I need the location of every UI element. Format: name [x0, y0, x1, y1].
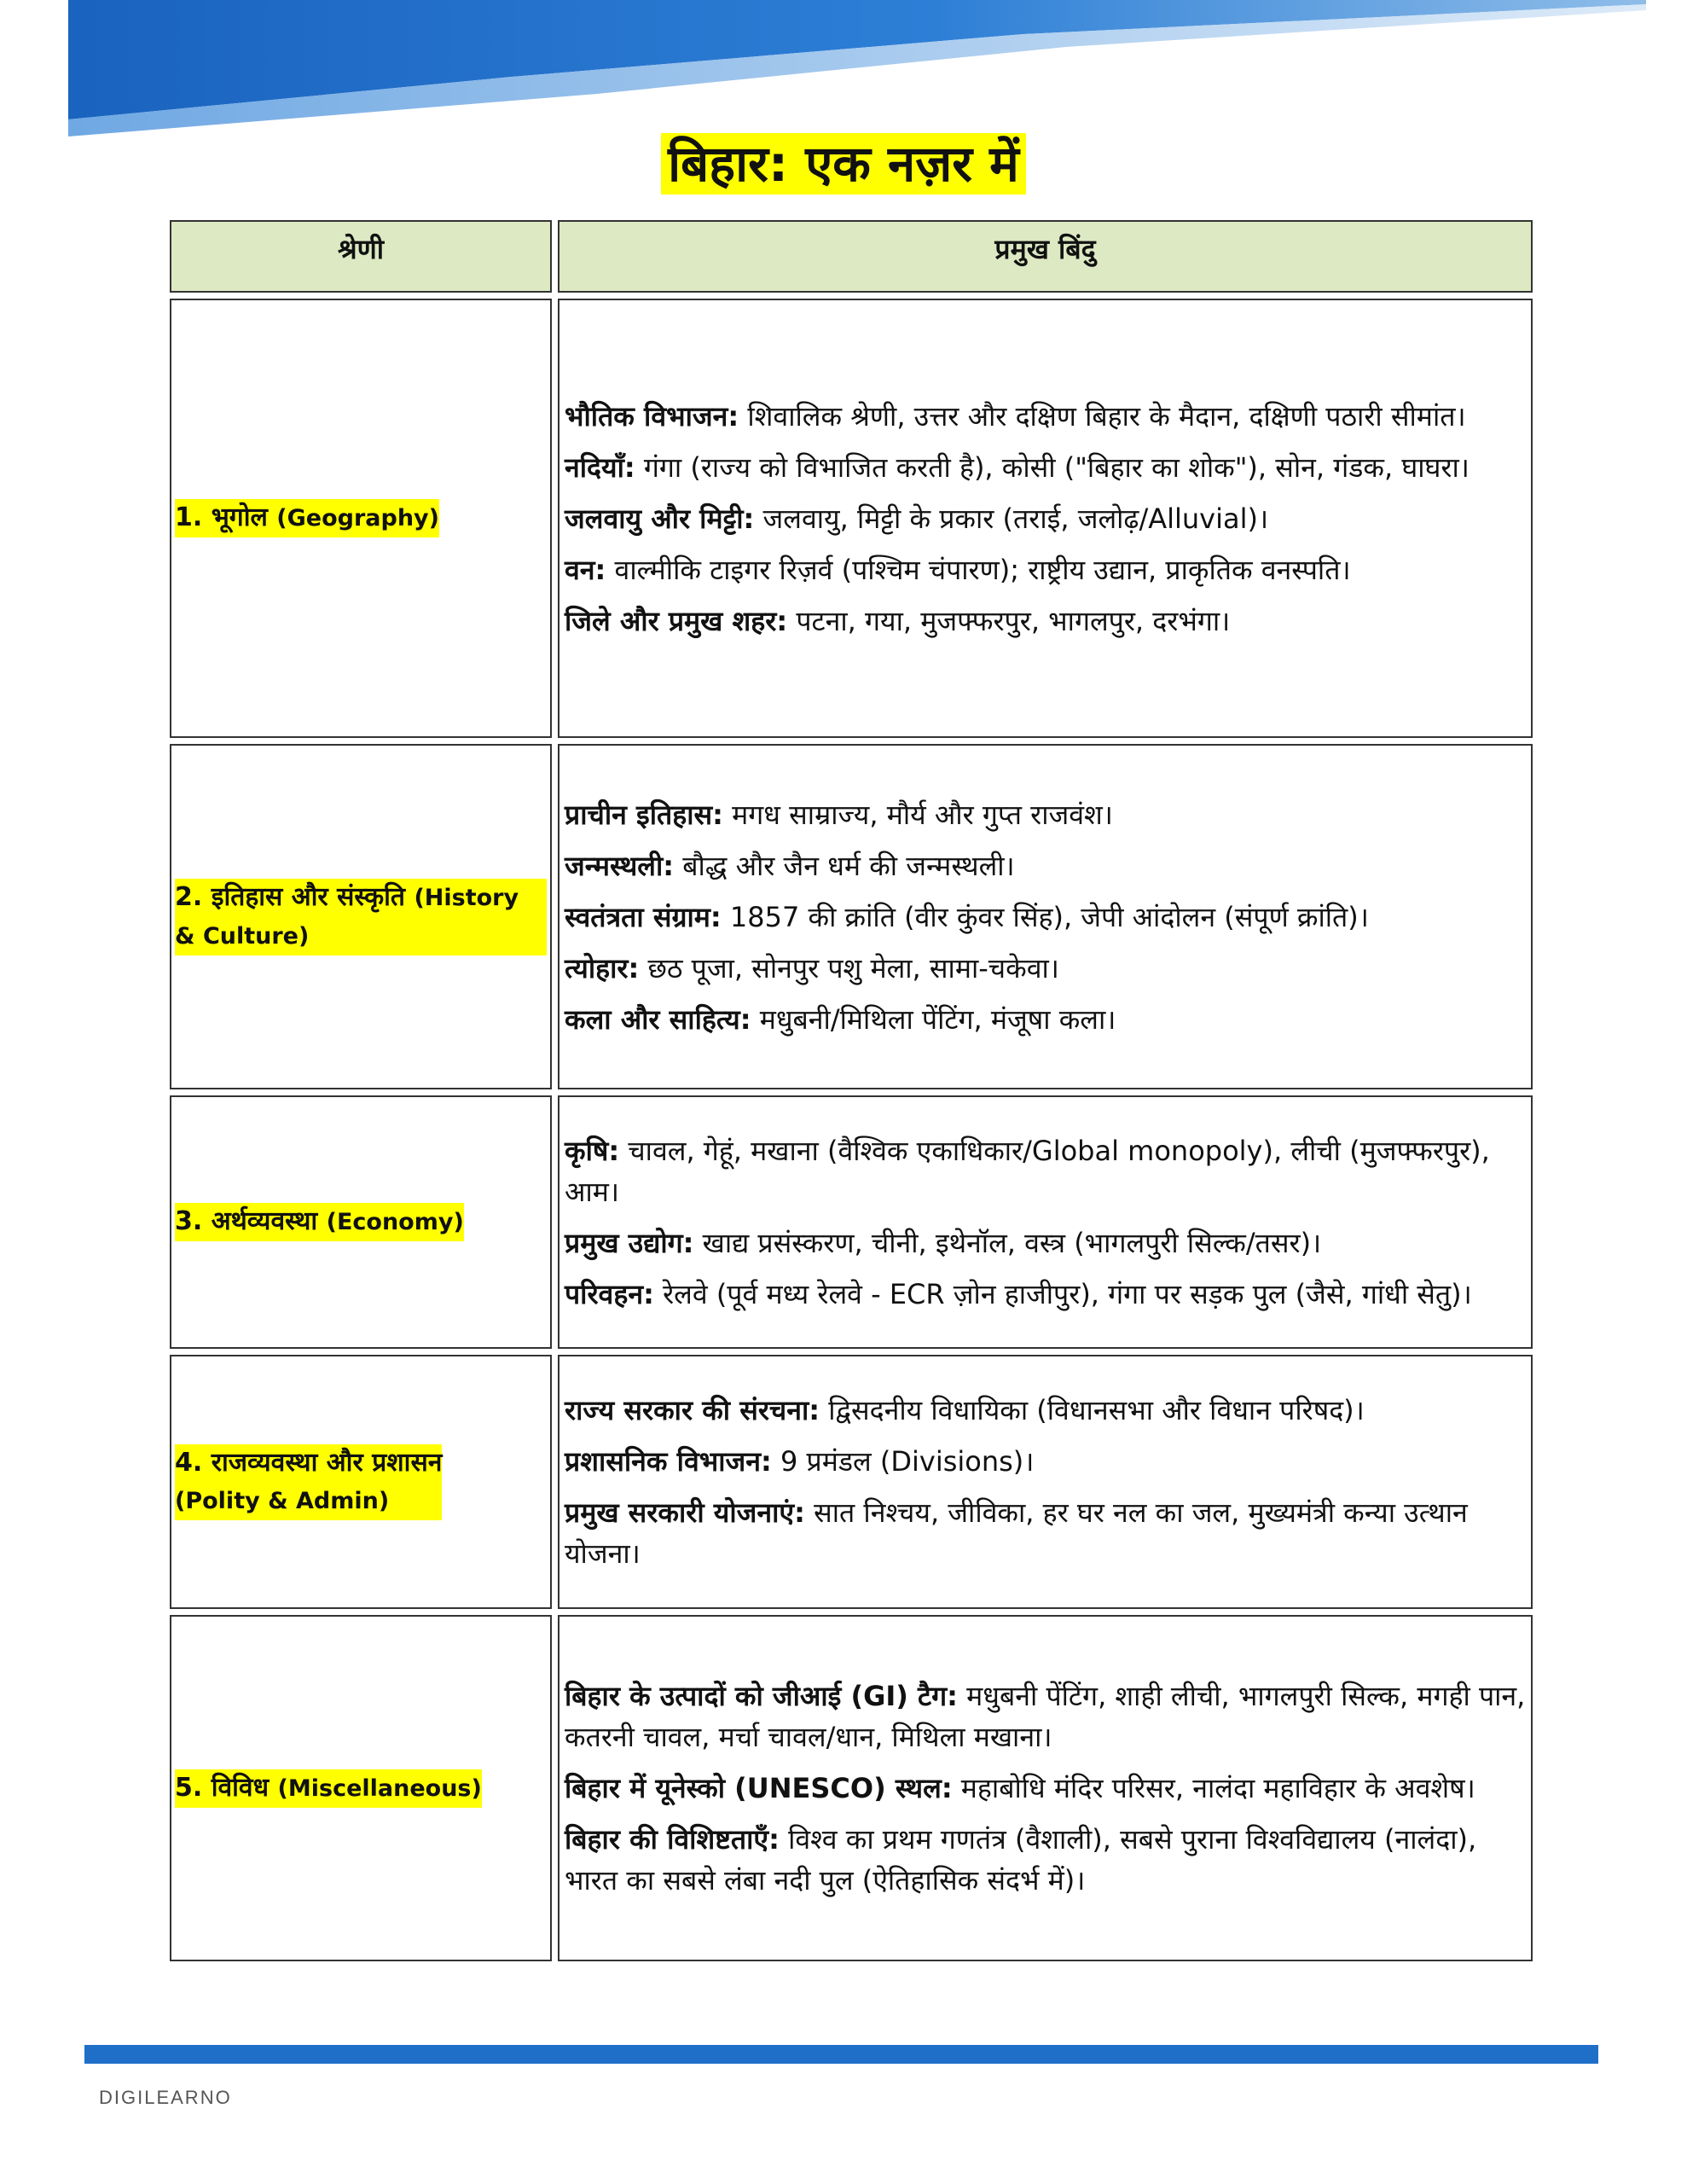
- category-hindi: 3. अर्थव्यवस्था: [175, 1206, 318, 1236]
- point-text: विश्व का प्रथम गणतंत्र (वैशाली), सबसे पुराना विश्वविद्यालय (नालंदा), भारत का सबसे लंबा नदी पुल (ऐतिहासिक संदर्भ में)।: [565, 1823, 1477, 1896]
- point-label: बिहार के उत्पादों को जीआई (GI) टैग:: [565, 1680, 958, 1712]
- category-english: (Polity & Admin): [175, 1487, 390, 1514]
- footer-brand: DIGILEARNO: [99, 2087, 232, 2108]
- point-text: 1857 की क्रांति (वीर कुंवर सिंह), जेपी आंदोलन (संपूर्ण क्रांति)।: [729, 900, 1369, 933]
- table-row: [170, 1355, 1533, 1609]
- point-item: [565, 999, 1526, 1040]
- point-text: जलवायु, मिट्टी के प्रकार (तराई, जलोढ़/Alluvial)।: [762, 502, 1269, 535]
- point-text: बौद्ध और जैन धर्म की जन्मस्थली।: [682, 849, 1015, 882]
- point-text: रेलवे (पूर्व मध्य रेलवे - ECR ज़ोन हाजीपुर), गंगा पर सड़क पुल (जैसे, गांधी सेतु)।: [663, 1277, 1472, 1310]
- point-label: परिवहन:: [565, 1277, 654, 1310]
- point-text: मधुबनी/मिथिला पेंटिंग, मंजूषा कला।: [759, 1002, 1116, 1036]
- point-item: [565, 1130, 1526, 1212]
- point-item: [565, 1768, 1526, 1809]
- point-item: [565, 948, 1526, 989]
- category-english: (Economy): [326, 1209, 464, 1235]
- category-cell: [170, 744, 552, 1089]
- point-item: [565, 1676, 1526, 1757]
- point-item: [565, 601, 1526, 642]
- point-label: जिले और प्रमुख शहर:: [565, 604, 788, 637]
- category-english: (Miscellaneous): [277, 1774, 482, 1802]
- table-header-row: [170, 220, 1533, 293]
- point-item: [565, 1274, 1526, 1315]
- point-text: मगध साम्राज्य, मौर्य और गुप्त राजवंश।: [732, 798, 1113, 831]
- point-text: गंगा (राज्य को विभाजित करती है), कोसी ("बिहार का शोक"), सोन, गंडक, घाघरा।: [643, 450, 1470, 484]
- point-label: बिहार की विशिष्टताएँ:: [565, 1823, 780, 1856]
- category-hindi: 1. भूगोल: [175, 502, 268, 532]
- point-text: पटना, गया, मुजफ्फरपुर, भागलपुर, दरभंगा।: [796, 604, 1231, 637]
- point-text: छठ पूजा, सोनपुर पशु मेला, सामा-चकेवा।: [647, 951, 1059, 985]
- header-category: श्रेणी: [170, 220, 552, 293]
- point-label: प्रमुख सरकारी योजनाएं:: [565, 1496, 805, 1529]
- category-label: [175, 1203, 464, 1241]
- point-item: [565, 1492, 1526, 1574]
- point-item: [565, 1223, 1526, 1263]
- points-cell: [558, 1355, 1533, 1609]
- points-cell: [558, 744, 1533, 1089]
- point-text: सात निश्चय, जीविका, हर घर नल का जल, मुख्यमंत्री कन्या उत्थान योजना।: [565, 1496, 1468, 1570]
- footer-bar: [84, 2045, 1598, 2064]
- page-title-wrap: [0, 128, 1687, 195]
- point-text: चावल, गेहूं, मखाना (वैश्विक एकाधिकार/Global monopoly), लीची (मुजफ्फरपुर), आम।: [565, 1134, 1490, 1208]
- point-label: बिहार में यूनेस्को (UNESCO) स्थल:: [565, 1772, 953, 1804]
- point-label: वन:: [565, 553, 606, 586]
- table-row: [170, 744, 1533, 1089]
- page-title: बिहार: एक नज़र में: [661, 133, 1026, 195]
- point-label: त्योहार:: [565, 951, 640, 985]
- point-text: 9 प्रमंडल (Divisions)।: [780, 1445, 1035, 1478]
- point-text: वाल्मीकि टाइगर रिज़र्व (पश्चिम चंपारण); राष्ट्रीय उद्यान, प्राकृतिक वनस्पति।: [614, 553, 1351, 586]
- info-table: [170, 220, 1533, 1967]
- point-item: [565, 1441, 1526, 1482]
- category-english: (History & Culture): [175, 884, 519, 950]
- point-item: [565, 897, 1526, 938]
- point-label: जलवायु और मिट्टी:: [565, 502, 755, 535]
- point-label: कला और साहित्य:: [565, 1002, 751, 1036]
- category-hindi: 4. राजव्यवस्था और प्रशासन: [175, 1447, 443, 1478]
- point-label: राज्य सरकार की संरचना:: [565, 1394, 820, 1426]
- point-item: [565, 396, 1526, 437]
- point-label: प्रशासनिक विभाजन:: [565, 1445, 772, 1478]
- point-item: [565, 794, 1526, 835]
- points-cell: [558, 1095, 1533, 1349]
- category-label: [175, 879, 547, 956]
- category-english: (Geography): [276, 505, 439, 531]
- point-item: [565, 447, 1526, 488]
- point-text: महाबोधि मंदिर परिसर, नालंदा महाविहार के अवशेष।: [960, 1772, 1475, 1804]
- category-label: [175, 1444, 442, 1520]
- point-text: द्विसदनीय विधायिका (विधानसभा और विधान परिषद)।: [828, 1394, 1365, 1426]
- point-label: प्रमुख उद्योग:: [565, 1226, 694, 1259]
- header-banner: [0, 0, 1687, 145]
- point-item: [565, 845, 1526, 886]
- table-row: [170, 1615, 1533, 1961]
- category-hindi: 2. इतिहास और संस्कृति: [175, 881, 406, 912]
- category-cell: [170, 299, 552, 738]
- point-item: [565, 549, 1526, 590]
- point-text: मधुबनी पेंटिंग, शाही लीची, भागलपुरी सिल्क, मगही पान, कतरनी चावल, मर्चा चावल/धान, मिथिला मखाना।: [565, 1680, 1526, 1753]
- point-label: नदियाँ:: [565, 450, 635, 484]
- point-text: शिवालिक श्रेणी, उत्तर और दक्षिण बिहार के मैदान, दक्षिणी पठारी सीमांत।: [747, 399, 1466, 433]
- point-label: भौतिक विभाजन:: [565, 399, 739, 433]
- category-cell: [170, 1095, 552, 1349]
- category-label: [175, 1769, 482, 1808]
- point-item: [565, 1819, 1526, 1901]
- category-cell: [170, 1615, 552, 1961]
- points-cell: [558, 299, 1533, 738]
- point-item: [565, 1390, 1526, 1431]
- table-row: [170, 1095, 1533, 1349]
- point-label: जन्मस्थली:: [565, 849, 675, 882]
- category-cell: [170, 1355, 552, 1609]
- category-hindi: 5. विविध: [175, 1772, 270, 1803]
- point-label: कृषि:: [565, 1134, 620, 1167]
- points-cell: [558, 1615, 1533, 1961]
- point-label: प्राचीन इतिहास:: [565, 798, 723, 831]
- point-item: [565, 498, 1526, 539]
- category-label: [175, 499, 439, 537]
- point-text: खाद्य प्रसंस्करण, चीनी, इथेनॉल, वस्त्र (भागलपुरी सिल्क/तसर)।: [702, 1226, 1322, 1259]
- table-row: [170, 299, 1533, 738]
- header-key-points: प्रमुख बिंदु: [558, 220, 1533, 293]
- point-label: स्वतंत्रता संग्राम:: [565, 900, 722, 933]
